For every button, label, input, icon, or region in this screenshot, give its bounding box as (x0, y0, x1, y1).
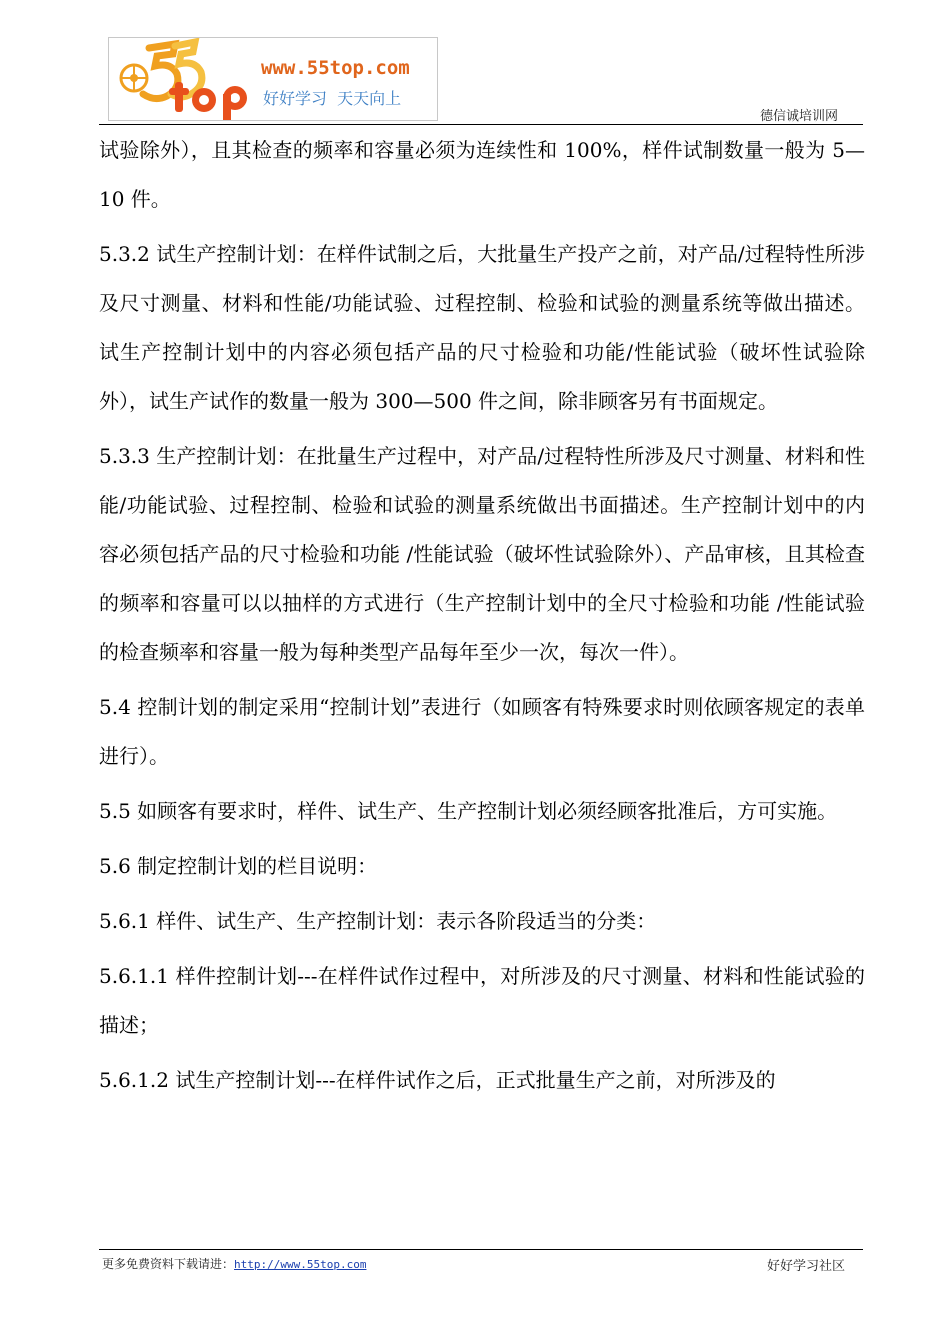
footer-link[interactable]: http://www.55top.com (234, 1258, 367, 1271)
logo-slogan-text: 好好学习 天天向上 (263, 89, 402, 108)
footer-download-note (102, 1255, 366, 1272)
logo-url-text: www.55top.com (261, 57, 410, 79)
document-body (99, 126, 865, 1111)
paragraph: 5.3.2 试生产控制计划：在样件试制之后，大批量生产投产之前，对产品/过程特性所涉及尺寸测量、材料和性能/功能试验、过程控制、检验和试验的测量系统等做出描述。试生产控制计划中的内容必须包括产品的尺寸检验和功能/性能试验（破坏性试验除外），试生产试作的数量一般为 300—500 件之间，除非顾客另有书面规定。 (99, 242, 865, 413)
logo-5top-graphic (109, 38, 259, 120)
paragraph: 5.3.3 生产控制计划：在批量生产过程中，对产品/过程特性所涉及尺寸测量、材料和性能/功能试验、过程控制、检验和试验的测量系统做出书面描述。生产控制计划中的内容必须包括产品的尺寸检验和功能 /性能试验（破坏性试验除外）、产品审核，且其检查的频率和容量可以以抽样的方式进行（生产控制计划中的全尺寸检验和功能 /性能试验的检查频率和容量一般为每种类型产品每年至少一次，每次一件）。 (99, 444, 865, 664)
paragraph: 5.6 制定控制计划的栏目说明： (99, 854, 378, 878)
paragraph: 5.5 如顾客有要求时，样件、试生产、生产控制计划必须经顾客批准后，方可实施。 (99, 799, 838, 823)
paragraph: 5.6.1.1 样件控制计划---在样件试作过程中，对所涉及的尺寸测量、材料和性能试验的描述； (99, 964, 865, 1037)
paragraph: 5.6.1 样件、试生产、生产控制计划：表示各阶段适当的分类： (99, 909, 657, 933)
site-name: 德信诚培训网 (759, 109, 838, 124)
footer-label: 更多免费资料下载请进： (102, 1257, 235, 1271)
paragraph: 试验除外），且其检查的频率和容量必须为连续性和 100%，样件试制数量一般为 5—10 件。 (99, 138, 865, 211)
paragraph: 5.4 控制计划的制定采用“控制计划”表进行（如顾客有特殊要求时则依顾客规定的表单进行）。 (99, 695, 865, 768)
site-logo (108, 37, 438, 121)
header-divider (99, 124, 863, 125)
footer-divider (99, 1249, 863, 1250)
paragraph: 5.6.1.2 试生产控制计划---在样件试作之后，正式批量生产之前，对所涉及的 (99, 1068, 776, 1092)
footer-community: 好好学习社区 (766, 1259, 845, 1274)
